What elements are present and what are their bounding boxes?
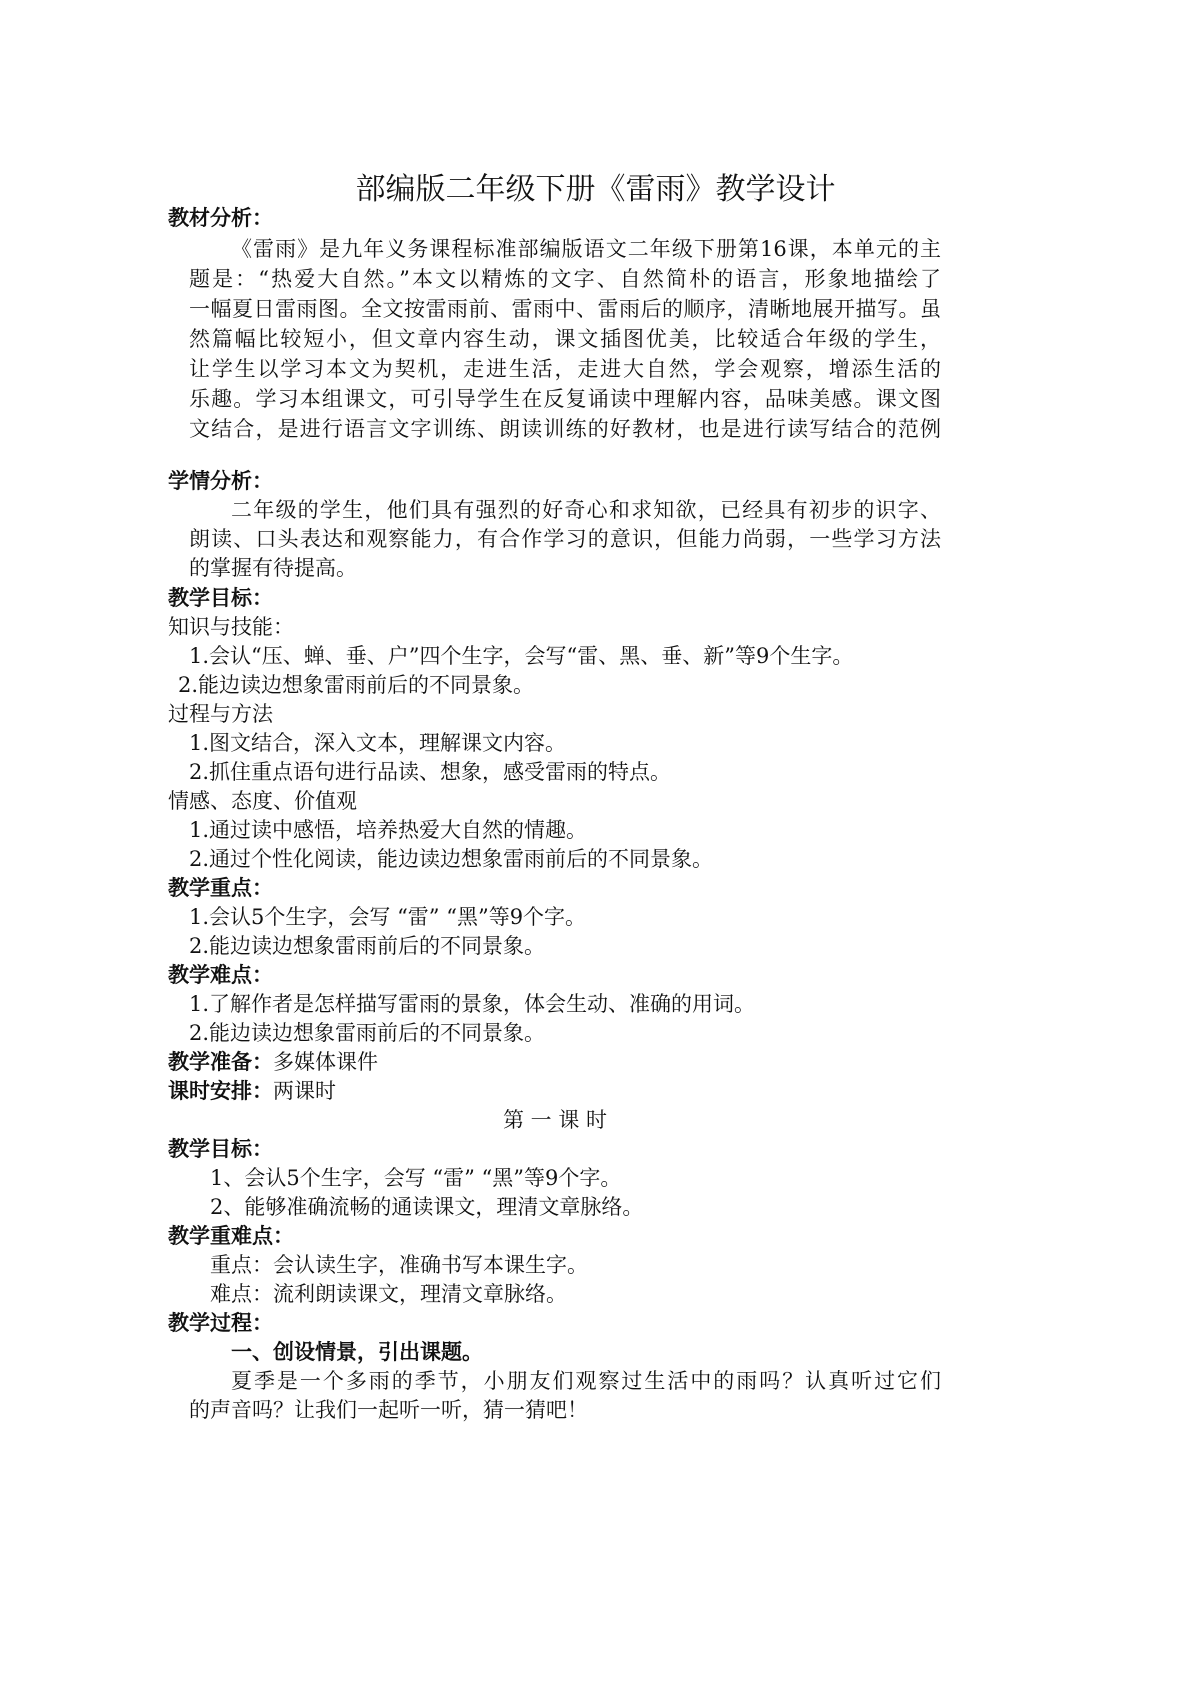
difficulties-heading: 教学难点： — [168, 962, 273, 987]
lesson1-title: 第 一 课 时 — [502, 1108, 608, 1132]
material-line: 《雷雨》是九年义务课程标准部编版语文二年级下册第16课，本单元的主 — [231, 237, 941, 261]
process-item: 1.图文结合，深入文本，理解课文内容。 — [189, 731, 567, 755]
lesson1-step1-heading: 一、创设情景，引出课题。 — [231, 1339, 483, 1364]
material-line: 然篇幅比较短小，但文章内容生动，课文插图优美，比较适合年级的学生， — [189, 327, 941, 351]
process-item: 2.抓住重点语句进行品读、想象，感受雷雨的特点。 — [189, 760, 672, 784]
lesson1-goal-item: 1、会认5个生字，会写 “雷” “黑”等9个字。 — [210, 1166, 622, 1190]
material-heading: 教材分析： — [168, 205, 273, 230]
knowledge-label: 知识与技能： — [168, 615, 294, 639]
difficulties-item: 2.能边读边想象雷雨前后的不同景象。 — [189, 1021, 546, 1045]
students-heading: 学情分析： — [168, 468, 273, 493]
material-line: 文结合，是进行语言文字训练、朗读训练的好教材，也是进行读写结合的范例 — [189, 417, 941, 441]
material-line: 题是：“热爱大自然。”本文以精炼的文字、自然简朴的语言，形象地描绘了 — [189, 267, 941, 291]
emotion-item: 1.通过读中感悟，培养热爱大自然的情趣。 — [189, 818, 588, 842]
material-line: 乐趣。学习本组课文，可引导学生在反复诵读中理解内容，品味美感。课文图 — [189, 387, 941, 411]
keypoints-item: 1.会认5个生字，会写 “雷” “黑”等9个字。 — [189, 905, 587, 929]
schedule-heading: 课时安排： — [168, 1078, 273, 1103]
students-line: 的掌握有待提高。 — [189, 556, 357, 580]
knowledge-item: 1.会认“压、蝉、垂、户”四个生字，会写“雷、黑、垂、新”等9个生字。 — [189, 644, 854, 668]
lesson1-keydiff-item: 难点：流利朗读课文，理清文章脉络。 — [210, 1282, 567, 1306]
material-line: 一幅夏日雷雨图。全文按雷雨前、雷雨中、雷雨后的顺序，清晰地展开描写。虽 — [189, 297, 941, 321]
lesson1-process-heading: 教学过程： — [168, 1310, 273, 1335]
lesson1-keydiff-item: 重点：会认读生字，准确书写本课生字。 — [210, 1253, 588, 1277]
page-title: 部编版二年级下册《雷雨》教学设计 — [355, 172, 836, 207]
preparation-row — [168, 1047, 378, 1077]
lesson1-goals-heading: 教学目标： — [168, 1136, 273, 1161]
emotion-label: 情感、态度、价值观 — [168, 789, 357, 813]
process-label: 过程与方法 — [168, 702, 273, 726]
lesson1-keydiff-heading: 教学重难点： — [168, 1223, 294, 1248]
material-line: 让学生以学习本文为契机，走进生活，走进大自然，学会观察，增添生活的 — [189, 357, 941, 381]
knowledge-item: 2.能边读边想象雷雨前后的不同景象。 — [178, 673, 535, 697]
lesson1-step1-line: 夏季是一个多雨的季节，小朋友们观察过生活中的雨吗？认真听过它们 — [231, 1369, 941, 1393]
preparation-value: 多媒体课件 — [273, 1050, 378, 1074]
students-line: 朗读、口头表达和观察能力，有合作学习的意识，但能力尚弱，一些学习方法 — [189, 527, 941, 551]
keypoints-item: 2.能边读边想象雷雨前后的不同景象。 — [189, 934, 546, 958]
emotion-item: 2.通过个性化阅读，能边读边想象雷雨前后的不同景象。 — [189, 847, 714, 871]
students-line: 二年级的学生，他们具有强烈的好奇心和求知欲，已经具有初步的识字、 — [231, 498, 941, 522]
lesson1-step1-line: 的声音吗？让我们一起听一听，猜一猜吧！ — [189, 1398, 588, 1422]
schedule-value: 两课时 — [273, 1079, 336, 1103]
schedule-row — [168, 1076, 336, 1106]
difficulties-item: 1.了解作者是怎样描写雷雨的景象，体会生动、准确的用词。 — [189, 992, 756, 1016]
preparation-heading: 教学准备： — [168, 1049, 273, 1074]
lesson1-goal-item: 2、能够准确流畅的通读课文，理清文章脉络。 — [210, 1195, 644, 1219]
goals-heading: 教学目标： — [168, 585, 273, 610]
keypoints-heading: 教学重点： — [168, 875, 273, 900]
